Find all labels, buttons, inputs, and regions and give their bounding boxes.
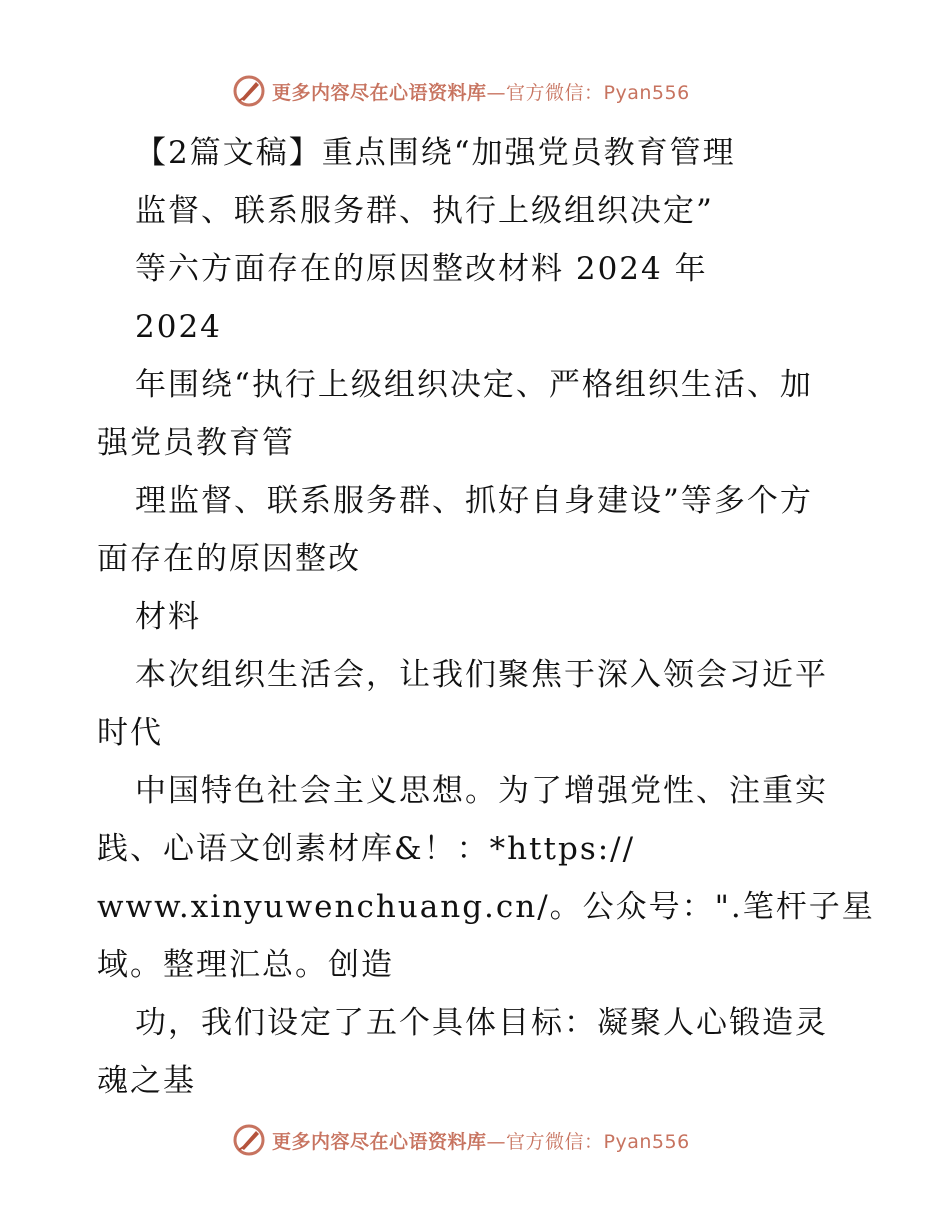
document-line: 魂之基 <box>97 1063 196 1099</box>
document-line: 功，我们设定了五个具体目标：凝聚人心锻造灵 <box>135 1005 828 1041</box>
document-line: 监督、联系服务群、执行上级组织决定” <box>135 193 714 229</box>
banner-brand-text: 更多内容尽在心语资料库 <box>272 81 487 104</box>
document-line: 【2篇文稿】重点围绕“加强党员教育管理 <box>135 135 736 171</box>
document-line: 时代 <box>97 715 163 751</box>
banner-separator: — <box>486 1130 507 1153</box>
quill-seal-logo-icon <box>232 74 266 108</box>
document-line: 本次组织生活会，让我们聚焦于深入领会习近平 <box>135 657 828 693</box>
document-line: 面存在的原因整改 <box>97 541 361 577</box>
footer-watermark-banner <box>232 1120 690 1160</box>
banner-brand-text: 更多内容尽在心语资料库 <box>272 1130 487 1153</box>
document-line: 践、心语文创素材库&！：*https:// <box>97 831 636 867</box>
banner-wechat-id: Pyan556 <box>603 1130 690 1153</box>
banner-text <box>272 78 690 105</box>
banner-wechat-label: 官方微信： <box>506 81 604 104</box>
document-line: www.xinyuwenchuang.cn/。公众号：".笔杆子星 <box>97 889 875 925</box>
header-watermark-banner <box>232 71 690 111</box>
document-line: 材料 <box>135 599 201 635</box>
document-body <box>97 124 875 1110</box>
banner-separator: — <box>486 81 507 104</box>
document-line: 强党员教育管 <box>97 425 295 461</box>
quill-seal-logo-icon <box>232 1123 266 1157</box>
banner-wechat-label: 官方微信： <box>506 1130 604 1153</box>
document-line: 年围绕“执行上级组织决定、严格组织生活、加 <box>135 367 813 403</box>
banner-text <box>272 1127 690 1154</box>
document-line: 理监督、联系服务群、抓好自身建设”等多个方 <box>135 483 813 519</box>
document-line: 域。整理汇总。创造 <box>97 947 394 983</box>
document-line: 等六方面存在的原因整改材料 2024 年 <box>135 251 708 287</box>
document-line: 2024 <box>135 309 222 345</box>
document-line: 中国特色社会主义思想。为了增强党性、注重实 <box>135 773 828 809</box>
banner-wechat-id: Pyan556 <box>603 81 690 104</box>
